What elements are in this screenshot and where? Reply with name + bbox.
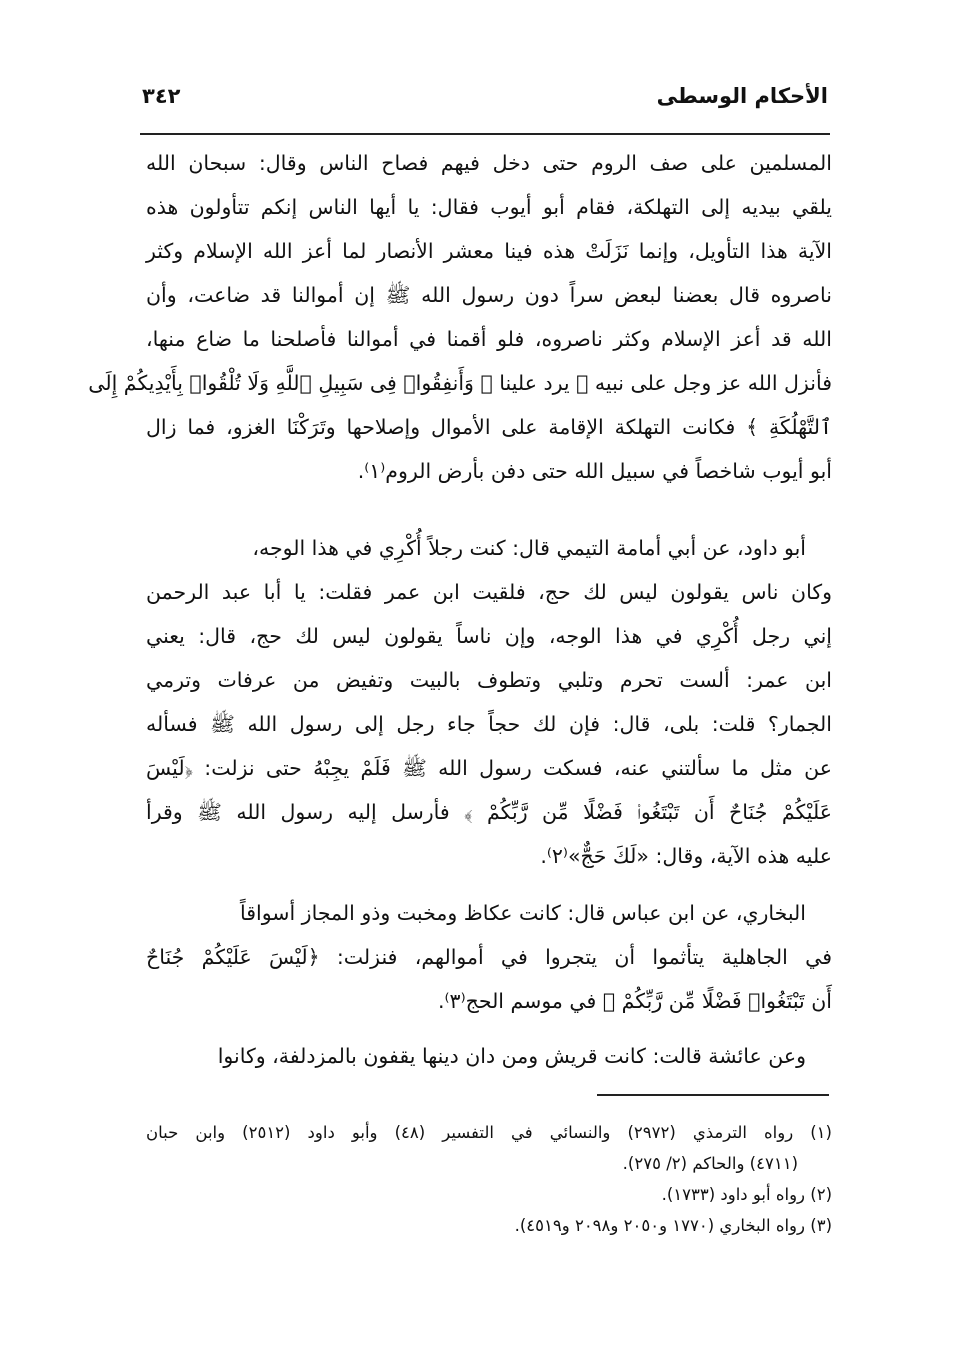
- paragraph-4: [146, 1034, 832, 1078]
- text-line: يلقي بيديه إلى التهلكة، فقام أبو أيوب فقال: يا أيها الناس إنكم تتأولون هذه: [146, 195, 832, 219]
- text-line: ابن عمر: ألست تحرم وتلبي وتطوف بالبيت وتفيض من عرفات وترمي: [146, 668, 832, 692]
- text-line: فأنزل الله عز وجل على نبيه ﷺ يرد علينا ﴿ وَأَنفِقُوا۟ فِى سَبِيلِ ٱللَّهِ وَلَا تُلْقُوا۟ بِأَيْدِيكُمْ إِلَى: [88, 371, 832, 395]
- text-line: المسلمين على صف الروم حتى دخل فيهم فصاح الناس وقال: سبحان الله: [146, 151, 832, 175]
- text-line: وعن عائشة قالت: كانت قريش ومن دان دينها يقفون بالمزدلفة، وكانوا: [217, 1044, 806, 1068]
- text-line: عليه هذه الآية، وقال: «لَكَ حَجٌّ»⁽٢⁾.: [540, 844, 832, 868]
- paragraph-3: [146, 891, 832, 1023]
- paragraph-1: [88, 141, 832, 493]
- text-line: ٱلتَّهْلُكَةِ ﴾ فكانت التهلكة الإقامة على الأموال وإصلاحها وتَرَكْنَا الغزو، فما زال: [146, 415, 832, 439]
- footnotes: [146, 1117, 832, 1241]
- footnote-2: (٢) رواه أبو داود (١٧٣٣).: [661, 1185, 832, 1204]
- text-line: أبو داود، عن أبي أمامة التيمي قال: كنت رجلاً أُكْرِي في هذا الوجه،: [252, 536, 806, 560]
- footnote-1: (١) رواه الترمذي (٢٩٧٢) والنسائي في التفسير (٤٨) وأبو داود (٢٥١٢) وابن حبان: [146, 1123, 832, 1142]
- text-line: ناصروه قال بعضنا لبعض سراً دون رسول الله ﷺ إن أموالنا قد ضاعت، وأن: [146, 283, 832, 307]
- text-line: في الجاهلية يتأثموا أن يتجروا في أموالهم، فنزلت: ﴿لَيْسَ عَلَيْكُمْ جُنَاحٌ: [146, 945, 832, 969]
- page-number: ٣٤٢: [142, 84, 181, 108]
- text-line: إني رجل أُكْرِي في هذا الوجه، وإن ناساً يقولون ليس لك حج، قال: يعني: [146, 624, 832, 648]
- running-title: الأحكام الوسطى: [656, 84, 828, 108]
- paragraph-2: [146, 526, 832, 878]
- text-line: أبو أيوب شاخصاً في سبيل الله حتى دفن بأرض الروم⁽١⁾.: [357, 459, 832, 483]
- text-line: الآية هذا التأويل، وإنما نَزَلَتْ هذه فينا معشر الأنصار لما أعز الله الإسلام وكثر: [146, 239, 832, 263]
- footnote-1-continued: (٤٧١١) والحاكم (٢/ ٢٧٥).: [622, 1154, 798, 1173]
- header-rule: [140, 133, 830, 135]
- text-line: وكان ناس يقولون ليس لك حج، فلقيت ابن عمر فقلت: يا أبا عبد الرحمن: [146, 580, 832, 604]
- text-line: عَلَيْكُمْ جُنَاحٌ أَن تَبْتَغُوا۟ فَضْلًا مِّن رَّبِّكُمْ ﴾ فأرسل إليه رسول الله ﷺ وقرأ: [146, 800, 832, 824]
- footnote-separator: [597, 1094, 829, 1096]
- text-line: البخاري، عن ابن عباس قال: كانت عكاظ ومخبت وذو المجاز أسواقاً: [239, 901, 806, 925]
- text-line: أَن تَبْتَغُوا۟ فَضْلًا مِّن رَّبِّكُمْ ﴾ في موسم الحج⁽٣⁾.: [437, 989, 832, 1013]
- text-line: عن مثل ما سألتني عنه، فسكت رسول الله ﷺ فَلَمْ يجِبْهُ حتى نزلت: ﴿لَيْسَ: [146, 756, 832, 780]
- text-line: الله قد أعز الإسلام وكثر ناصروه، فلو أقمنا في أموالنا فأصلحنا ما ضاع منها،: [146, 327, 832, 351]
- footnote-3: (٣) رواه البخاري (١٧٧٠ و٢٠٥٠ و٢٠٩٨ و٤٥١٩).: [514, 1216, 832, 1235]
- text-line: الجمار؟ قلت: بلى، قال: فإن لك حجاً جاء رجل إلى رسول الله ﷺ فسأله: [146, 712, 832, 736]
